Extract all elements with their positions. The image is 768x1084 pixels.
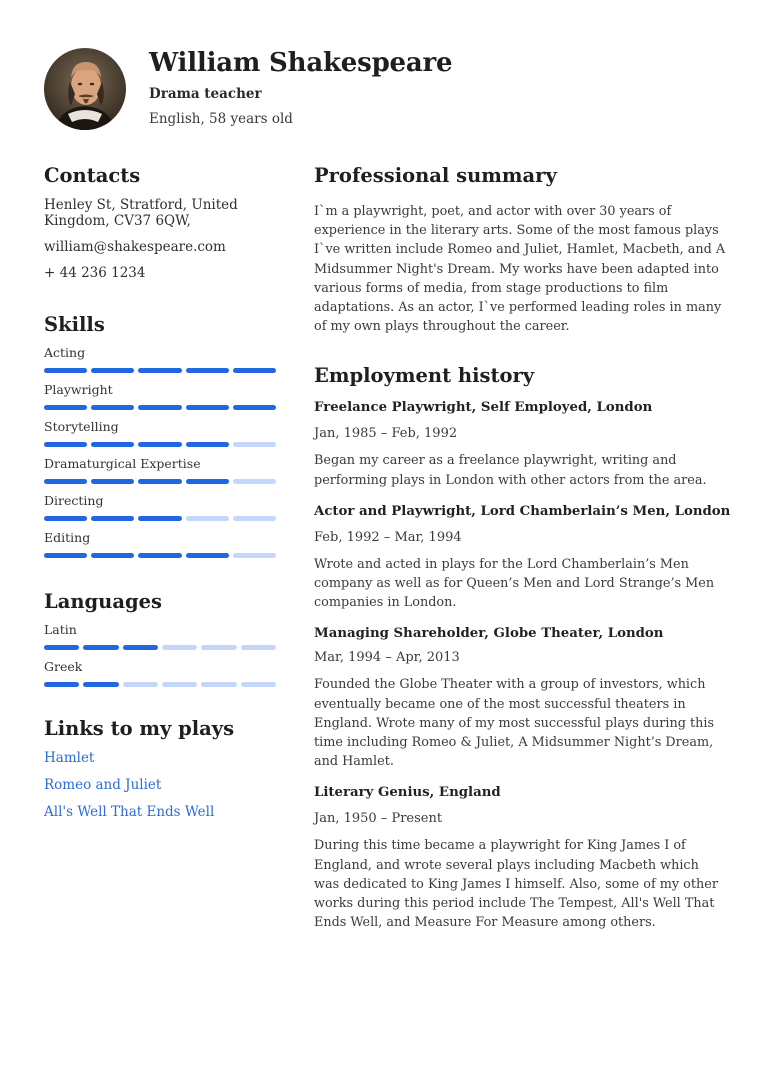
job-dates: Feb, 1992 – Mar, 1994 <box>314 529 462 545</box>
skill-level-bar <box>44 368 276 374</box>
language-label: Latin <box>44 622 77 637</box>
skill-level-segment <box>186 368 229 373</box>
language-level-segment <box>241 682 276 687</box>
skill-label: Playwright <box>44 382 113 397</box>
skill-item <box>44 493 280 522</box>
language-item <box>44 622 280 651</box>
languages-section <box>44 588 280 688</box>
skill-level-segment <box>44 553 87 558</box>
links-heading: Links to my plays <box>44 717 235 740</box>
job-dates: Jan, 1985 – Feb, 1992 <box>314 426 458 442</box>
job-title: Freelance Playwright, Self Employed, London <box>314 400 653 416</box>
right-column <box>314 162 731 932</box>
skill-level-segment <box>138 405 181 410</box>
link-romeo-and-juliet[interactable]: Romeo and Juliet <box>44 777 162 793</box>
contact-phone: + 44 236 1234 <box>44 265 146 281</box>
skill-label: Acting <box>44 345 86 360</box>
skill-label: Storytelling <box>44 419 119 434</box>
summary-heading: Professional summary <box>314 164 557 187</box>
employment-section <box>314 362 731 932</box>
skill-level-segment <box>186 442 229 447</box>
language-level-segment <box>44 682 79 687</box>
avatar <box>44 48 126 130</box>
skill-level-segment <box>233 405 276 410</box>
job-entry <box>314 503 731 613</box>
language-level-segment <box>162 645 197 650</box>
skill-level-segment <box>91 516 134 521</box>
languages-list <box>44 622 280 688</box>
summary-section <box>314 162 726 336</box>
skill-item <box>44 530 280 559</box>
skill-level-segment <box>44 368 87 373</box>
resume-header <box>44 46 724 136</box>
skill-level-segment <box>233 442 276 447</box>
job-dates: Jan, 1950 – Present <box>314 811 443 827</box>
skill-level-segment <box>138 442 181 447</box>
job-title: Managing Shareholder, Globe Theater, London <box>314 626 664 642</box>
skill-label: Directing <box>44 493 104 508</box>
skill-level-bar <box>44 442 276 448</box>
job-dates: Mar, 1994 – Apr, 2013 <box>314 650 460 666</box>
skill-level-segment <box>233 368 276 373</box>
skill-level-segment <box>44 405 87 410</box>
skill-level-segment <box>138 516 181 521</box>
skill-level-segment <box>138 479 181 484</box>
skill-item <box>44 382 280 411</box>
candidate-title: Drama teacher <box>149 86 262 102</box>
languages-heading: Languages <box>44 590 162 613</box>
language-level-bar <box>44 645 276 651</box>
language-level-segment <box>241 645 276 650</box>
skill-level-segment <box>91 405 134 410</box>
summary-text: I`m a playwright, poet, and actor with over 30 years of experience in the literary arts. Some of the most famous plays I`ve written include Romeo and Juliet, Hamlet, Macbeth, and A Midsummer Night's Dream. My works have been adapted into various forms of media, from stage productions to film adaptations. As an actor, I`ve performed leading roles in many of my own plays throughout the career. <box>314 204 726 335</box>
skill-level-segment <box>186 405 229 410</box>
link-alls-well[interactable]: All's Well That Ends Well <box>44 804 215 820</box>
skills-heading: Skills <box>44 313 105 336</box>
skill-level-segment <box>186 516 229 521</box>
skill-item <box>44 345 280 374</box>
skill-label: Editing <box>44 530 91 545</box>
language-label: Greek <box>44 659 83 674</box>
job-description: Began my career as a freelance playwright, writing and performing plays in London with other actors from the area. <box>314 453 707 488</box>
skill-label: Dramaturgical Expertise <box>44 456 201 471</box>
language-level-segment <box>201 682 236 687</box>
skill-level-segment <box>44 516 87 521</box>
link-hamlet[interactable]: Hamlet <box>44 750 95 766</box>
candidate-name: William Shakespeare <box>149 48 453 78</box>
language-item <box>44 659 280 688</box>
skill-level-segment <box>44 479 87 484</box>
language-level-segment <box>83 682 118 687</box>
job-entry <box>314 785 726 932</box>
job-title: Actor and Playwright, Lord Chamberlain’s Men, London <box>314 503 731 519</box>
links-section <box>44 715 280 820</box>
language-level-segment <box>123 645 158 650</box>
skill-item <box>44 419 280 448</box>
skill-level-bar <box>44 553 276 559</box>
contact-email: william@shakespeare.com <box>44 239 226 255</box>
candidate-meta: English, 58 years old <box>149 111 293 127</box>
job-description: Wrote and acted in plays for the Lord Chamberlain’s Men company as well as for Queen’s Men and Lord Strange’s Men companies in London. <box>314 556 715 611</box>
skill-item <box>44 456 280 485</box>
job-description: During this time became a playwright for King James I of England, and wrote several plays including Macbeth which was dedicated to King James I himself. Also, some of my other works during this period include The Tempest, All's Well That Ends Well, and Measure For Measure among others. <box>314 838 718 931</box>
language-level-segment <box>123 682 158 687</box>
skill-level-segment <box>186 553 229 558</box>
skill-level-segment <box>186 479 229 484</box>
language-level-segment <box>83 645 118 650</box>
skill-level-segment <box>233 553 276 558</box>
language-level-segment <box>201 645 236 650</box>
contacts-section <box>44 162 280 281</box>
skill-level-bar <box>44 479 276 485</box>
skill-level-segment <box>91 553 134 558</box>
job-title: Literary Genius, England <box>314 785 501 801</box>
skills-list <box>44 345 280 559</box>
skill-level-segment <box>91 442 134 447</box>
contacts-heading: Contacts <box>44 164 141 187</box>
skill-level-segment <box>233 479 276 484</box>
job-description: Founded the Globe Theater with a group of investors, which eventually became one of the most successful theaters in England. Wrote many of my most successful plays during this time including Romeo & Juliet, A Midsummer Night’s Dream, and Hamlet. <box>314 677 715 770</box>
skill-level-bar <box>44 516 276 522</box>
skill-level-segment <box>91 368 134 373</box>
contact-address: Henley St, Stratford, United Kingdom, CV37 6QW, <box>44 197 238 229</box>
skill-level-bar <box>44 405 276 411</box>
job-entry <box>314 400 726 489</box>
left-column <box>44 162 280 820</box>
skill-level-segment <box>138 553 181 558</box>
language-level-segment <box>162 682 197 687</box>
skills-section <box>44 311 280 559</box>
employment-heading: Employment history <box>314 364 535 388</box>
job-entry <box>314 626 726 771</box>
skill-level-segment <box>91 479 134 484</box>
language-level-segment <box>44 645 79 650</box>
skill-level-segment <box>44 442 87 447</box>
skill-level-segment <box>138 368 181 373</box>
skill-level-segment <box>233 516 276 521</box>
language-level-bar <box>44 682 276 688</box>
portrait-image <box>44 48 126 130</box>
